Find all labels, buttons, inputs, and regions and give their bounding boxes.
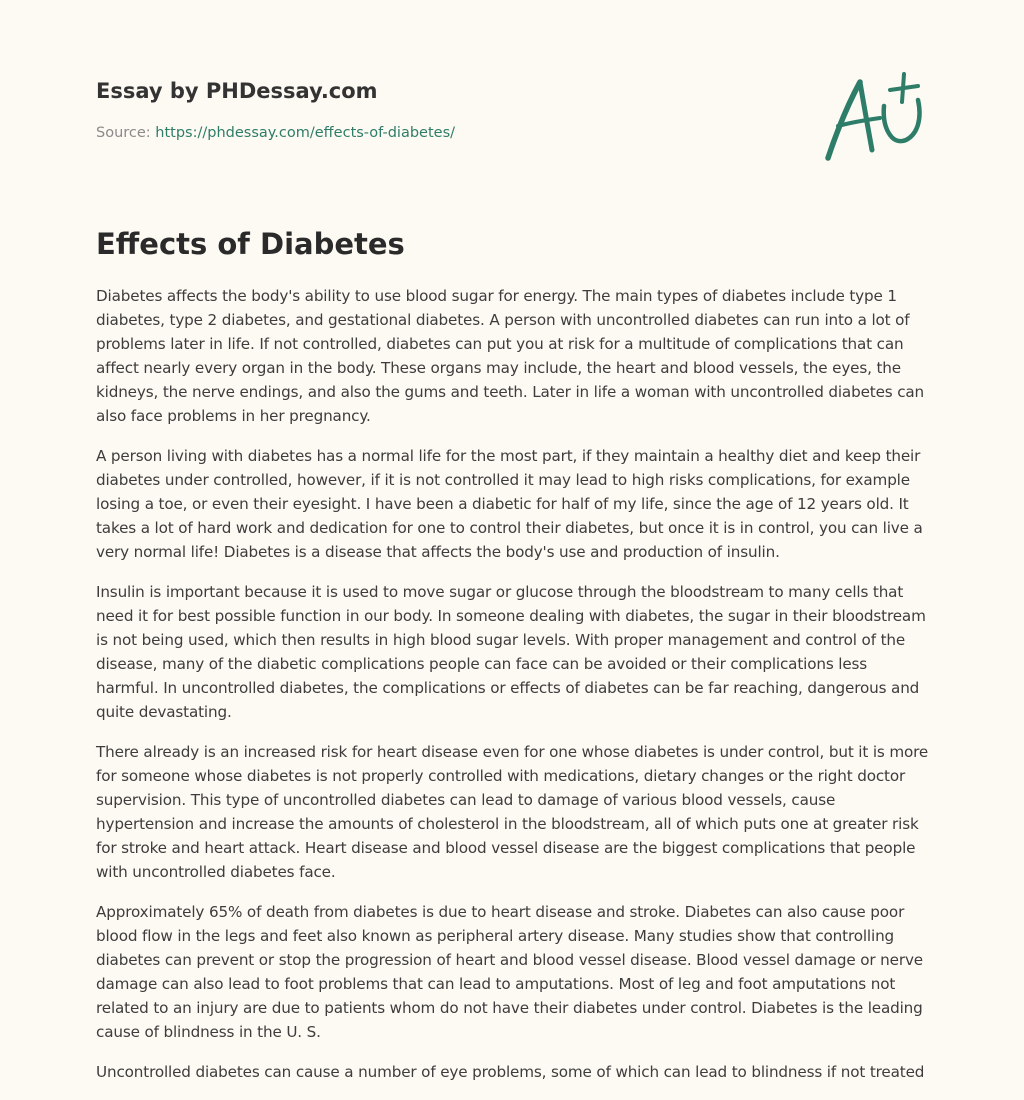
paragraph: A person living with diabetes has a normal life for the most part, if they maintain a healthy diet and keep their diabetes under controlled, however, if it is not controlled it may lead to high risks complications, for example losing a toe, or even their eyesight. I have been a diabetic for half of my life, since the age of 12 years old. It takes a lot of hard work and dedication for one to control their diabetes, but once it is in control, you can live a very normal life! Diabetes is a disease that affects the body's use and production of insulin. [96, 447, 923, 561]
paragraph: Uncontrolled diabetes can cause a number of eye problems, some of which can lead to blindness if not treated [96, 1063, 925, 1081]
paragraph: Insulin is important because it is used to move sugar or glucose through the bloodstream to many cells that need it for best possible function in our body. In someone dealing with diabetes, the sugar in their bloodstream is not being used, which then results in high blood sugar levels. With proper management and control of the disease, many of the diabetic complications people can face can be avoided or their complications less harmful. In uncontrolled diabetes, the complications or effects of diabetes can be far reaching, dangerous and quite devastating. [96, 583, 926, 721]
source-link[interactable]: https://phdessay.com/effects-of-diabetes/ [155, 125, 456, 141]
a-plus-logo-icon [818, 66, 930, 166]
paragraph: Approximately 65% of death from diabetes is due to heart disease and stroke. Diabetes can also cause poor blood flow in the legs and feet also known as peripheral artery disease. Many studies show that controlling diabetes can prevent or stop the progression of heart and blood vessel disease. Blood vessel damage or nerve damage can also lead to foot problems that can lead to amputations. Most of leg and foot amputations not related to an injury are due to patients whom do not have their diabetes under control. Diabetes is the leading cause of blindness in the U. S. [96, 903, 923, 1041]
site-title: Essay by PHDessay.com [96, 79, 378, 103]
paragraph: Diabetes affects the body's ability to use blood sugar for energy. The main types of diabetes include type 1 diabetes, type 2 diabetes, and gestational diabetes. A person with uncontrolled diabetes can run into a lot of problems later in life. If not controlled, diabetes can put you at risk for a multitude of complications that can affect nearly every organ in the body. These organs may include, the heart and blood vessels, the eyes, the kidneys, the nerve endings, and also the gums and teeth. Later in life a woman with uncontrolled diabetes can also face problems in her pregnancy. [96, 287, 925, 425]
paragraph: There already is an increased risk for heart disease even for one whose diabetes is under control, but it is more for someone whose diabetes is not properly controlled with medications, dietary changes or the right doctor supervision. This type of uncontrolled diabetes can lead to damage of various blood vessels, cause hypertension and increase the amounts of cholesterol in the bloodstream, all of which puts one at greater risk for stroke and heart attack. Heart disease and blood vessel disease are the biggest complications that people with uncontrolled diabetes face. [96, 743, 929, 881]
source-line [96, 123, 455, 143]
essay-title: Effects of Diabetes [96, 227, 405, 261]
essay-body [96, 284, 934, 1100]
source-label: Source: [96, 125, 151, 141]
